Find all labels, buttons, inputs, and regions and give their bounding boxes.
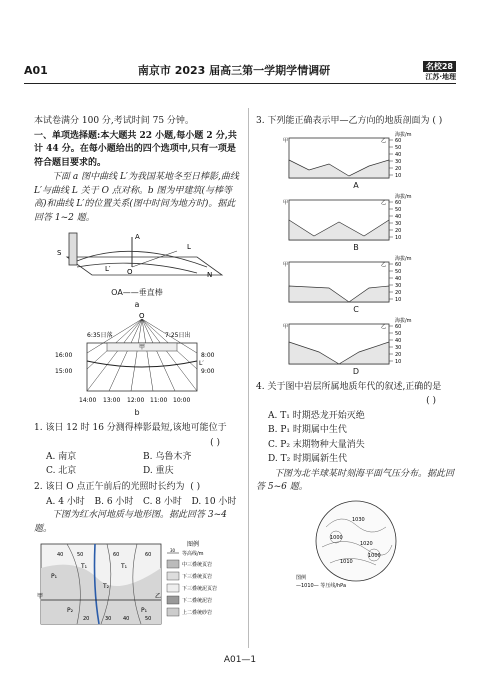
section-end-jia: 甲 — [282, 261, 288, 268]
map-label-20: 20 — [83, 616, 90, 622]
pressure-legend-item: —1010— 等压线/hPa — [296, 582, 347, 589]
section-axis-title: 海拔/m — [394, 317, 412, 324]
figure-b — [47, 313, 227, 405]
section-tick: 30 — [394, 282, 401, 289]
section-tick: 60 — [394, 323, 401, 330]
section-tick: 30 — [394, 220, 401, 227]
map-label-60a: 60 — [113, 552, 120, 558]
section-end-jia: 甲 — [282, 199, 288, 206]
fig-a-label-lprime: L′ — [105, 265, 111, 273]
left-column — [34, 115, 240, 630]
section-tick: 10 — [394, 296, 401, 303]
q2-answer-blank: ( ) — [190, 482, 201, 492]
pressure-label-2: 1020 — [360, 540, 373, 547]
q2-option-c: C. 8 小时 — [143, 496, 182, 507]
pressure-map — [296, 497, 416, 589]
section-tick: 50 — [394, 206, 401, 213]
section-tick: 40 — [394, 275, 401, 282]
section-tick: 40 — [394, 337, 401, 344]
page-footer: A01—1 — [223, 655, 257, 665]
exam-title: 南京市 2023 届高三第一学期学情调研 — [137, 64, 331, 78]
section-tick: 20 — [394, 351, 401, 358]
fig-b-label-sunset: 6:35日落 — [87, 332, 113, 339]
section-label-c: C — [353, 304, 359, 314]
q1-option-c: C. 北京 — [46, 465, 77, 476]
section-label-d: D — [352, 366, 360, 376]
section-end-jia: 甲 — [282, 323, 288, 330]
map-legend-4: 下二叠统泥岩 — [182, 598, 213, 604]
map-legend-2: 下三叠统页岩 — [182, 574, 213, 580]
section-tick: 40 — [394, 213, 401, 220]
cross-sections — [256, 130, 456, 378]
section-tick: 40 — [394, 151, 401, 158]
q4-stem: 4. 关于图中岩层所属地质年代的叙述,正确的是 — [256, 381, 442, 392]
right-column — [256, 115, 456, 591]
column-divider — [248, 108, 249, 648]
fig-b-time-4: 10:00 — [173, 397, 191, 404]
q4-answer-blank: ( ) — [426, 396, 436, 406]
fig-b-label-0900: 9:00 — [201, 368, 215, 375]
intro-text: 本试卷满分 100 分,考试时间 75 分钟。 — [34, 116, 194, 126]
q1-option-a: A. 南京 — [46, 452, 77, 462]
map-label-t2: T₂ — [103, 583, 110, 590]
section-tick: 30 — [394, 158, 401, 165]
fig-b-label-1500: 15:00 — [55, 368, 73, 375]
section-end-jia: 甲 — [282, 137, 288, 144]
section-tick: 20 — [394, 227, 401, 234]
material-1: 下面 a 图中曲线 L′为我国某地冬至日棒影,曲线 L′与曲线 L 关于 O 点对称。b 图为甲建筑(与棒等高)和曲线 L′的位置关系(图中时间为地方时)。据此回答 1~2 题。 — [34, 172, 239, 223]
pressure-legend-title: 图例 — [296, 574, 307, 581]
map-legend-1: 中三叠统页岩 — [182, 562, 213, 568]
geology-map — [37, 538, 237, 628]
map-label-40b: 40 — [123, 616, 130, 622]
fig-a-label-s: S — [57, 249, 62, 257]
section-tick: 30 — [394, 344, 401, 351]
q1-option-b: B. 乌鲁木齐 — [143, 452, 192, 462]
question-2 — [34, 481, 240, 509]
fig-b-label-1600: 16:00 — [55, 352, 73, 359]
section-label-b: B — [353, 242, 359, 252]
map-legend-0: 等高线/m — [182, 551, 204, 557]
map-label-p1: P₁ — [51, 573, 58, 580]
map-legend-title: 图例 — [187, 541, 200, 548]
section-c — [269, 254, 444, 304]
q1-stem: 1. 该日 12 时 16 分测得棒影最短,该地可能位于 — [34, 423, 227, 433]
map-label-p1b: P₁ — [141, 607, 148, 614]
map-label-50b: 50 — [145, 616, 152, 622]
section-axis-title: 海拔/m — [394, 193, 412, 200]
question-1 — [34, 422, 240, 478]
q3-answer-blank: ( ) — [432, 116, 443, 126]
fig-b-time-1: 13:00 — [103, 397, 121, 404]
fig-b-label-jia: 甲 — [139, 344, 146, 351]
map-label-yi: 乙 — [155, 593, 162, 600]
section-end-yi: 乙 — [380, 137, 386, 144]
map-label-t1a: T₁ — [81, 563, 88, 570]
map-label-30: 30 — [105, 616, 112, 622]
section-title: 一、单项选择题:本大题共 22 小题,每小题 2 分,共计 44 分。在每小题给出的四个选项中,只有一项是符合题目要求的。 — [34, 130, 237, 168]
q2-option-a: A. 4 小时 — [46, 496, 85, 507]
section-tick: 50 — [394, 330, 401, 337]
section-axis-title: 海拔/m — [394, 255, 412, 262]
section-tick: 10 — [394, 172, 401, 179]
fig-b-time-3: 11:00 — [150, 397, 168, 404]
section-tick: 20 — [394, 165, 401, 172]
paper-code: A01 — [24, 64, 48, 78]
fig-b-label-sunrise: 7:25日出 — [165, 332, 191, 339]
q4-option-c: C. P₂ 末期物种大量消失 — [268, 439, 365, 450]
fig-a-oa-label: OA——垂直棒 — [111, 288, 163, 297]
section-tick: 50 — [394, 268, 401, 275]
section-tick: 10 — [394, 358, 401, 365]
figure-a — [47, 227, 227, 285]
fig-b-time-0: 14:00 — [79, 397, 97, 404]
q4-option-a: A. T₁ 时期恐龙开始灭绝 — [268, 410, 365, 421]
fig-a-label-o: O — [127, 268, 133, 276]
pressure-label-4: 1000 — [368, 552, 381, 559]
map-label-40a: 40 — [57, 552, 64, 558]
q3-stem — [256, 115, 456, 129]
section-end-yi: 乙 — [380, 323, 386, 330]
q1-option-d: D. 重庆 — [143, 465, 174, 476]
fig-b-caption: b — [134, 408, 140, 417]
material-2: 下图为红水河地质与地形图。据此回答 3~4 题。 — [34, 510, 227, 534]
section-a — [269, 130, 444, 180]
section-tick: 60 — [394, 261, 401, 268]
section-axis-title: 海拔/m — [394, 131, 412, 138]
map-label-jia: 甲 — [37, 593, 44, 600]
map-label-t1b: T₁ — [121, 563, 128, 570]
pressure-label-3: 1010 — [340, 558, 353, 565]
section-tick: 10 — [394, 234, 401, 241]
section-tick: 60 — [394, 137, 401, 144]
q4-option-d: D. T₂ 时期属新生代 — [268, 454, 348, 464]
publisher-logo — [404, 61, 456, 83]
map-label-50a: 50 — [77, 552, 84, 558]
section-label-a: A — [353, 180, 359, 190]
section-b — [269, 192, 444, 242]
logo-bottom: 江苏·地理 — [425, 73, 456, 81]
map-label-60b: 60 — [145, 552, 152, 558]
q2-option-d: D. 10 小时 — [191, 496, 237, 507]
section-d — [269, 316, 444, 366]
pressure-label-1: 1030 — [352, 516, 365, 523]
q2-stem — [34, 481, 240, 495]
fig-a-label-a: A — [135, 233, 140, 241]
fig-b-label-lprime: L′ — [199, 360, 204, 367]
q1-answer-blank: ( ) — [210, 437, 220, 448]
logo-top: 名校28 — [423, 61, 456, 72]
map-label-p2: P₂ — [67, 607, 74, 614]
material-3: 下图为北半球某时刻海平面气压分布。据此回答 5~6 题。 — [256, 468, 455, 492]
q2-stem-text: 2. 该日 O 点正午前后的光照时长约为 — [34, 482, 185, 492]
fig-b-label-0800: 8:00 — [201, 352, 215, 359]
page-header — [24, 60, 456, 84]
map-legend-3: 下三叠统泥页岩 — [182, 586, 218, 592]
q4-option-b: B. P₁ 时期属中生代 — [268, 425, 347, 435]
fig-a-label-n: N — [207, 271, 213, 279]
map-legend-5: 上二叠统砂岩 — [182, 610, 213, 616]
fig-a-caption: a — [134, 300, 140, 309]
map-contour-label: 30 — [170, 548, 176, 553]
fig-a-label-l: L — [187, 243, 191, 251]
q3-stem-text: 3. 下列能正确表示甲—乙方向的地质剖面为 — [256, 116, 430, 126]
section-end-yi: 乙 — [380, 261, 386, 268]
fig-b-label-o: O — [139, 313, 145, 320]
fig-b-time-2: 12:00 — [127, 397, 145, 404]
section-tick: 60 — [394, 199, 401, 206]
section-tick: 20 — [394, 289, 401, 296]
question-3 — [256, 115, 456, 378]
question-4 — [256, 381, 456, 467]
section-end-yi: 乙 — [380, 199, 386, 206]
q2-option-b: B. 6 小时 — [94, 496, 134, 507]
section-tick: 50 — [394, 144, 401, 151]
pressure-label-0: 1000 — [330, 534, 343, 541]
